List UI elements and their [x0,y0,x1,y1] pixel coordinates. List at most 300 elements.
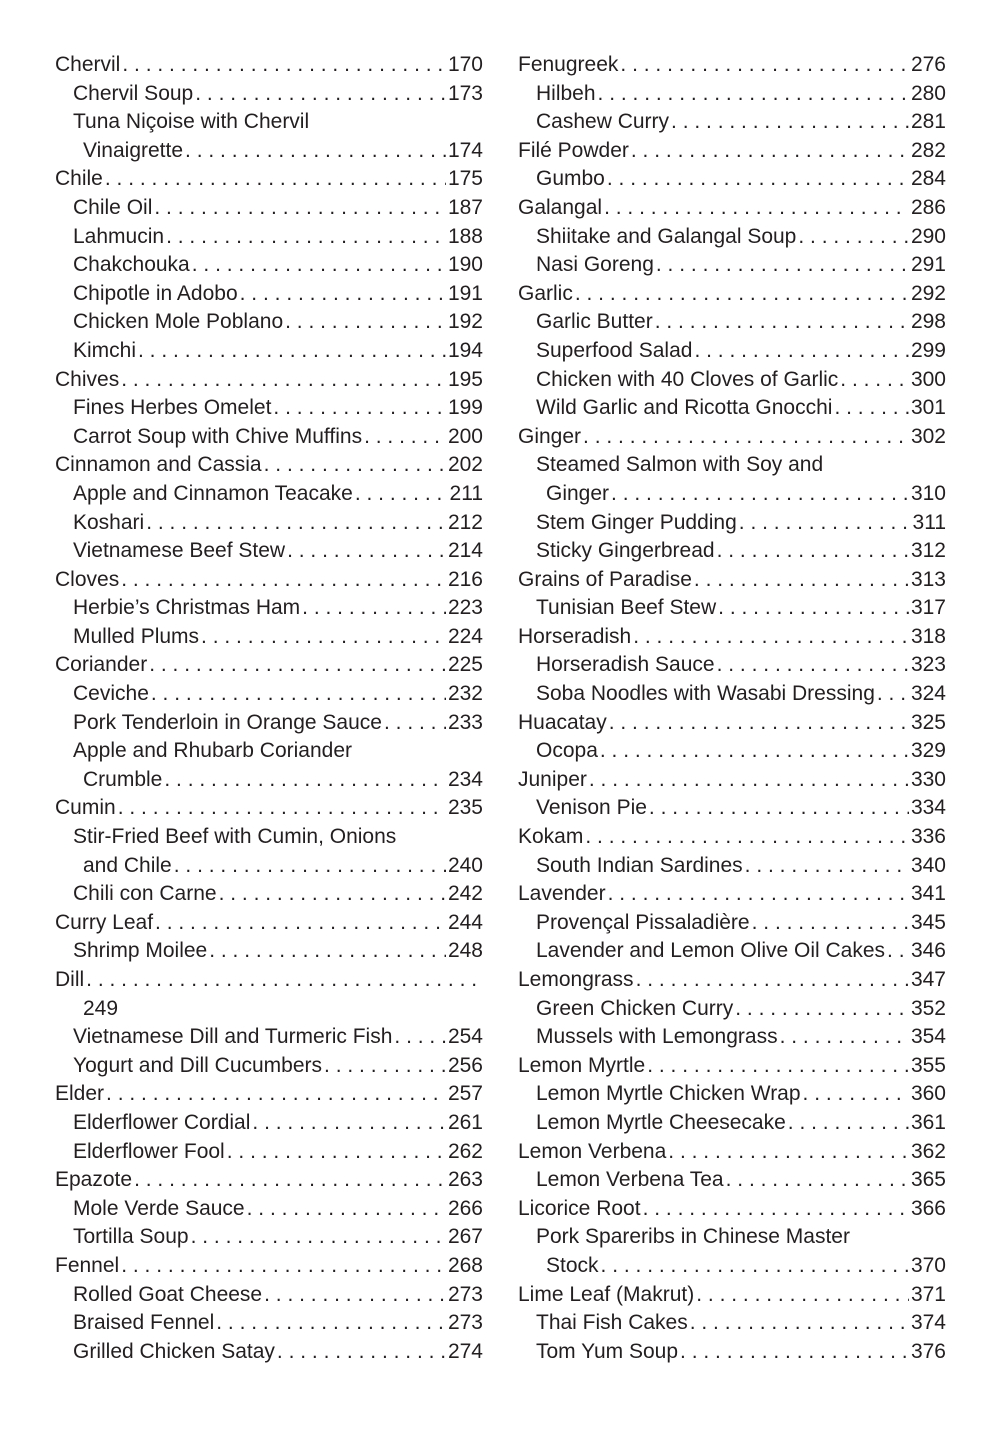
index-entry-label: Chicken with 40 Cloves of Garlic [536,367,839,391]
index-entry-sub [55,937,483,966]
page-number: 235 [447,796,483,820]
index-entry-label: Wild Garlic and Ricotta Gnocchi [536,396,833,420]
dot-leader [121,566,446,595]
index-entry-label: Grains of Paradise [518,567,692,591]
index-entry-sub [55,680,483,709]
page-number: 261 [447,1110,483,1134]
index-entry-label: Ceviche [73,682,149,706]
dot-leader [877,680,909,709]
page-number: 290 [910,224,946,248]
index-entry-sub [518,852,946,881]
page-number: 324 [910,682,946,706]
index-entry-label: Chicken Mole Poblano [73,310,284,334]
index-entry-sub [518,1309,946,1338]
index-entry-label: Elder [55,1082,105,1106]
index-entry-label: Galangal [518,195,603,219]
index-entry-label: Cinnamon and Cassia [55,453,262,477]
index-entry-label: Chakchouka [73,253,190,277]
index-entry-sub [55,1338,483,1367]
index-entry-label: Lavender and Lemon Olive Oil Cakes [536,939,886,963]
dot-leader [739,509,911,538]
page-number: 202 [447,453,483,477]
index-entry-label: Filé Powder [518,138,629,162]
page-number: 312 [910,539,946,563]
index-entry-label: Fines Herbes Omelet [73,396,272,420]
page-number: 267 [447,1225,483,1249]
dot-leader [726,1166,909,1195]
index-entry-label: Rolled Goat Cheese [73,1282,263,1306]
index-entry-label: Lemon Myrtle Cheesecake [536,1110,786,1134]
index-entry-sub [55,337,483,366]
index-entry-sub [55,1281,483,1310]
index-entry-label: Elderflower Fool [73,1139,225,1163]
dot-leader [589,766,909,795]
index-entry-text [55,823,483,852]
index-entry-label: Horseradish [518,624,632,648]
index-entry-label: Kokam [518,825,584,849]
index-entry-label: Lemon Verbena [518,1139,667,1163]
dot-leader [717,651,909,680]
index-entry-label: Mulled Plums [73,624,200,648]
page-number: 329 [910,739,946,763]
index-entry-label: Curry Leaf [55,910,154,934]
index-entry-sub [55,223,483,252]
dot-leader [671,108,909,137]
dot-leader [668,1138,909,1167]
page-number: 240 [447,853,483,877]
index-entry-label: Fennel [55,1253,120,1277]
index-entry-label: Steamed Salmon with Soy and [536,453,824,477]
index-entry-label: Stock [546,1253,599,1277]
index-entry-label: Pork Tenderloin in Orange Sauce [73,710,382,734]
page-number: 354 [910,1025,946,1049]
index-entry-label: Venison Pie [536,796,647,820]
dot-leader [201,623,446,652]
index-entry-label: Chili con Carne [73,882,217,906]
index-entry-label: Chipotle in Adobo [73,281,238,305]
index-entry-label: Ginger [518,424,582,448]
index-entry-sub [55,137,483,166]
index-entry-label: Provençal Pissaladière [536,910,750,934]
page-number: 286 [910,195,946,219]
index-entry-label: Chervil [55,53,121,76]
dot-leader [121,1252,446,1281]
dot-leader [718,594,909,623]
dot-leader [302,594,446,623]
dot-leader [86,966,477,995]
dot-leader [604,194,909,223]
index-entry-main [518,51,946,80]
index-entry-label: Braised Fennel [73,1311,215,1335]
index-entry-sub [55,623,483,652]
page-number: 352 [910,996,946,1020]
dot-leader [585,823,909,852]
page-number: 284 [910,167,946,191]
index-entry-main [55,651,483,680]
page-number: 232 [447,682,483,706]
index-entry-label: Lemongrass [518,968,634,991]
dot-leader [745,852,909,881]
index-entry-label: Mussels with Lemongrass [536,1025,778,1049]
dot-leader [694,337,908,366]
index-entry-main [55,1166,483,1195]
index-entry-label: Vinaigrette [83,138,184,162]
index-entry-sub [518,1023,946,1052]
index-entry-sub [518,1252,946,1281]
page-number: 292 [910,281,946,305]
index-entry-label: Lavender [518,882,606,906]
index-entry-main [518,709,946,738]
page-number: 325 [910,710,946,734]
index-entry-label: Tuna Niçoise with Chervil [73,110,310,134]
dot-leader [285,308,446,337]
page-number: 276 [910,53,946,76]
index-entry-sub [55,1309,483,1338]
index-entry-label: Lime Leaf (Makrut) [518,1282,695,1306]
page-number: 263 [447,1168,483,1192]
index-entry-label: Shrimp Moilee [73,939,208,963]
dot-leader [287,537,446,566]
index-entry-main [518,1281,946,1310]
index-entry-label: Ginger [546,481,610,505]
page-number: 173 [447,81,483,105]
dot-leader [609,709,909,738]
page-number: 200 [447,424,483,448]
index-entry-sub [518,737,946,766]
index-entry-sub [55,594,483,623]
page-number: 170 [447,53,483,76]
index-entry-sub [55,852,483,881]
page-number: 298 [910,310,946,334]
page-number: 346 [910,939,946,963]
page-number: 192 [447,310,483,334]
dot-leader [798,223,909,252]
dot-leader [752,909,909,938]
page-number: 370 [910,1253,946,1277]
page-number: 212 [447,510,483,534]
index-entry-main [55,566,483,595]
dot-leader [219,880,446,909]
index-entry-label: Nasi Goreng [536,253,654,277]
dot-leader [195,80,446,109]
index-entry-sub [55,480,483,509]
page-number: 336 [910,825,946,849]
index-entry-label: Carrot Soup with Chive Muffins [73,424,363,448]
page-number: 360 [910,1082,946,1106]
index-entry-sub [518,651,946,680]
page-number: 302 [910,424,946,448]
page-number: 365 [910,1168,946,1192]
index-entry-label: Stir-Fried Beef with Cumin, Onions [73,825,397,849]
page-number: 313 [910,567,946,591]
index-entry-main [518,823,946,852]
index-entry-main [55,909,483,938]
dot-leader [694,566,909,595]
index-entry-label: South Indian Sardines [536,853,743,877]
dot-leader [166,223,446,252]
index-entry-label: Soba Noodles with Wasabi Dressing [536,682,875,706]
index-entry-sub [518,108,946,137]
index-entry-sub [55,308,483,337]
dot-leader [840,366,909,395]
index-entry-sub [55,709,483,738]
page-number: 223 [447,596,483,620]
index-entry-sub [55,80,483,109]
index-entry-label: Garlic [518,281,573,305]
index-entry-label: Vietnamese Dill and Turmeric Fish [73,1025,393,1049]
index-entry-sub [518,537,946,566]
index-entry-main [55,794,483,823]
index-entry-sub [55,251,483,280]
index-entry-text [518,451,946,480]
dot-leader [611,480,909,509]
page-number: 233 [447,710,483,734]
index-entry-label: Chives [55,367,120,391]
page-number: 340 [910,853,946,877]
index-entry-main [518,966,946,995]
index-entry-main [518,423,946,452]
index-column-right [518,51,946,1366]
index-entry-label: Epazote [55,1168,133,1192]
page-number: 376 [910,1339,946,1363]
dot-leader [264,1281,446,1310]
index-entry-sub [55,280,483,309]
page-number: 291 [910,253,946,277]
page-number: 311 [912,510,946,534]
page-number: 257 [447,1082,483,1106]
dot-leader [680,1338,909,1367]
index-entry-label: Apple and Cinnamon Teacake [73,481,353,505]
index-entry-label: Cashew Curry [536,110,670,134]
index-entry-sub [55,394,483,423]
index-entry-main [55,966,483,995]
index-entry-label: Tunisian Beef Stew [536,596,717,620]
index-entry-label: Shiitake and Galangal Soup [536,224,797,248]
dot-leader [273,394,446,423]
page-number: 199 [447,396,483,420]
page-number: 225 [447,653,483,677]
page-number: 190 [447,253,483,277]
dot-leader [803,1080,909,1109]
index-entry-label: Ocopa [536,739,598,763]
dot-leader [164,766,446,795]
index-entry-label: Hilbeh [536,81,596,105]
index-entry-sub [518,594,946,623]
page-number: 374 [910,1311,946,1335]
page-number: 301 [910,396,946,420]
index-entry-main [518,1138,946,1167]
index-entry-sub [518,1338,946,1367]
page-number: 256 [447,1053,483,1077]
dot-leader [631,137,909,166]
index-entry-label: 249 [83,996,119,1020]
dot-leader [151,680,446,709]
page-number: 194 [447,338,483,362]
page-number: 274 [447,1339,483,1363]
page-number: 216 [447,567,483,591]
page-number: 355 [910,1053,946,1077]
index-entry-sub [55,537,483,566]
dot-leader [834,394,909,423]
page-number: 254 [447,1025,483,1049]
index-entry-text [55,108,483,137]
index-entry-label: Cumin [55,796,116,820]
page-number: 244 [447,910,483,934]
index-entry-label: Gumbo [536,167,605,191]
dot-leader [122,51,446,80]
index-entry-sub [55,194,483,223]
page-number: 347 [910,968,946,991]
page-number: 174 [447,138,483,162]
dot-leader [105,165,446,194]
page-number: 266 [447,1196,483,1220]
index-entry-sub [518,1109,946,1138]
index-entry-sub [518,480,946,509]
dot-leader [227,1138,446,1167]
index-entry-sub [518,680,946,709]
index-entry-label: Herbie’s Christmas Ham [73,596,301,620]
index-entry-label: Kimchi [73,338,137,362]
index-entry-label: Sticky Gingerbread [536,539,715,563]
dot-leader [155,909,446,938]
index-entry-sub [518,165,946,194]
page-number: 280 [910,81,946,105]
dot-leader [138,337,446,366]
page-number: 248 [447,939,483,963]
dot-leader [264,451,446,480]
page-number: 224 [447,624,483,648]
index-entry-main [518,566,946,595]
index-entry-label: Thai Fish Cakes [536,1311,688,1335]
index-entry-sub [518,337,946,366]
index-entry-label: Lemon Myrtle [518,1053,646,1077]
dot-leader [607,165,909,194]
dot-leader [355,480,448,509]
page-number: 300 [910,367,946,391]
index-entry-sub [518,909,946,938]
page-number: 273 [447,1282,483,1306]
dot-leader [575,280,909,309]
index-entry-main [518,1195,946,1224]
index-entry-label: Chervil Soup [73,81,194,105]
index-entry-label: Grilled Chicken Satay [73,1339,275,1363]
index-entry-label: Koshari [73,510,145,534]
index-entry-label: Lemon Verbena Tea [536,1168,724,1192]
page-number: 310 [910,481,946,505]
index-entry-main [55,366,483,395]
page-number: 273 [447,1311,483,1335]
dot-leader [643,1195,909,1224]
page-number: 299 [910,338,946,362]
page-number: 214 [447,539,483,563]
index-entry-text [55,737,483,766]
index-entry-sub [55,1138,483,1167]
index-entry-sub [518,223,946,252]
dot-leader [649,794,909,823]
page-number: 361 [910,1110,946,1134]
dot-leader [134,1166,446,1195]
page-number: 345 [910,910,946,934]
index-entry-main [55,1252,483,1281]
page-number: 317 [910,596,946,620]
dot-leader [364,423,446,452]
page-number: 318 [910,624,946,648]
page-number: 195 [447,367,483,391]
dot-leader [118,794,446,823]
dot-leader [154,194,446,223]
dot-leader [394,1023,446,1052]
dot-leader [633,623,909,652]
index-entry-main [55,451,483,480]
page-number: 281 [910,110,946,134]
index-entry-sub [518,1166,946,1195]
dot-leader [600,737,909,766]
index-entry-label: Coriander [55,653,148,677]
page-number: 234 [447,767,483,791]
index-entry-main [518,766,946,795]
index-entry-sub [55,423,483,452]
dot-leader [174,852,446,881]
index-entry-main [55,51,483,80]
index-entry-sub [518,1080,946,1109]
dot-leader [121,366,446,395]
dot-leader [647,1052,909,1081]
dot-leader [185,137,446,166]
index-entry-label: Elderflower Cordial [73,1110,251,1134]
index-entry-label: Yogurt and Dill Cucumbers [73,1053,323,1077]
page-number: 330 [910,767,946,791]
index-entry-text [55,995,483,1024]
index-entry-label: Vietnamese Beef Stew [73,539,286,563]
dot-leader [149,651,446,680]
page-number: 188 [447,224,483,248]
index-entry-sub [518,80,946,109]
page-number: 262 [447,1139,483,1163]
index-entry-label: Cloves [55,567,120,591]
dot-leader [601,1252,909,1281]
index-entry-label: Superfood Salad [536,338,693,362]
index-entry-label: Licorice Root [518,1196,641,1220]
dot-leader [735,995,909,1024]
page-number: 323 [910,653,946,677]
index-entry-main [518,194,946,223]
dot-leader [146,509,446,538]
index-entry-sub [518,366,946,395]
page-number: 366 [910,1196,946,1220]
dot-leader [247,1195,446,1224]
page-number: 334 [910,796,946,820]
page-number: 242 [447,882,483,906]
index-entry-label: Juniper [518,767,587,791]
index-entry-label: and Chile [83,853,172,877]
dot-leader [655,308,909,337]
index-entry-label: Mole Verde Sauce [73,1196,245,1220]
index-entry-sub [518,251,946,280]
index-column-left [55,51,483,1366]
index-entry-main [518,280,946,309]
dot-leader [583,423,909,452]
dot-leader [106,1080,446,1109]
index-entry-label: Horseradish Sauce [536,653,715,677]
index-entry-label: Garlic Butter [536,310,653,334]
dot-leader [277,1338,446,1367]
page-number: 362 [910,1139,946,1163]
index-entry-main [518,1052,946,1081]
dot-leader [656,251,909,280]
dot-leader [598,80,909,109]
index-entry-label: Tortilla Soup [73,1225,189,1249]
index-entry-sub [518,394,946,423]
